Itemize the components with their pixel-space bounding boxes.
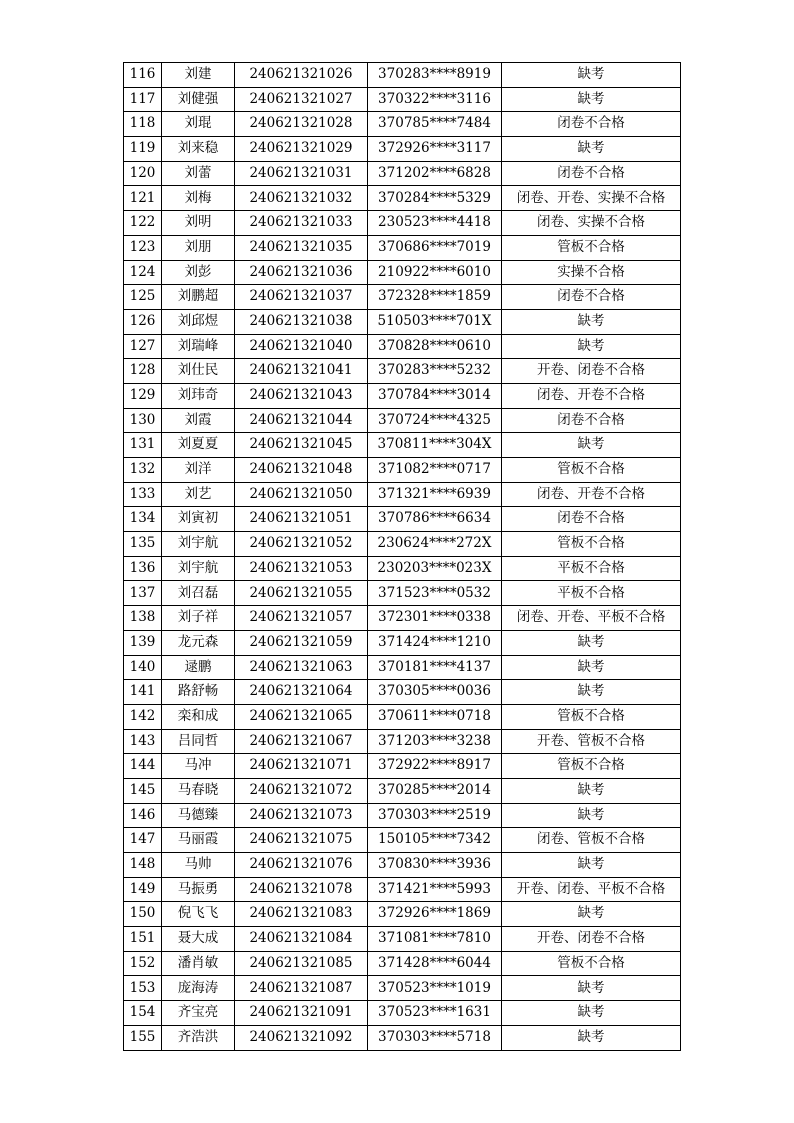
- row-number: 121: [124, 186, 162, 211]
- row-number: 131: [124, 433, 162, 458]
- exam-id: 240621321027: [235, 87, 368, 112]
- result-status: 缺考: [502, 334, 681, 359]
- exam-id: 240621321053: [235, 556, 368, 581]
- row-number: 132: [124, 458, 162, 483]
- candidate-name: 刘健强: [162, 87, 235, 112]
- result-status: 开卷、闭卷不合格: [502, 359, 681, 384]
- table-row: [124, 704, 681, 729]
- row-number: 135: [124, 532, 162, 557]
- candidate-name: 刘瑞峰: [162, 334, 235, 359]
- id-card-number: 371421****5993: [368, 877, 502, 902]
- id-card-number: 370785****7484: [368, 112, 502, 137]
- result-status: 缺考: [502, 63, 681, 88]
- candidate-name: 刘邱煜: [162, 309, 235, 334]
- id-card-number: 372328****1859: [368, 285, 502, 310]
- table-row: [124, 137, 681, 162]
- exam-id: 240621321029: [235, 137, 368, 162]
- id-card-number: 372926****3117: [368, 137, 502, 162]
- table-row: [124, 532, 681, 557]
- row-number: 152: [124, 951, 162, 976]
- result-status: 管板不合格: [502, 951, 681, 976]
- candidate-name: 齐宝亮: [162, 1001, 235, 1026]
- table-row: [124, 63, 681, 88]
- table-row: [124, 630, 681, 655]
- table-row: [124, 408, 681, 433]
- id-card-number: 370724****4325: [368, 408, 502, 433]
- result-status: 闭卷、开卷不合格: [502, 482, 681, 507]
- exam-id: 240621321032: [235, 186, 368, 211]
- result-status: 闭卷不合格: [502, 408, 681, 433]
- id-card-number: 230203****023X: [368, 556, 502, 581]
- exam-id: 240621321031: [235, 161, 368, 186]
- result-status: 闭卷不合格: [502, 285, 681, 310]
- id-card-number: 371202****6828: [368, 161, 502, 186]
- id-card-number: 371321****6939: [368, 482, 502, 507]
- row-number: 133: [124, 482, 162, 507]
- id-card-number: 370686****7019: [368, 235, 502, 260]
- table-row: [124, 285, 681, 310]
- candidate-name: 刘洋: [162, 458, 235, 483]
- id-card-number: 370523****1631: [368, 1001, 502, 1026]
- table-row: [124, 309, 681, 334]
- result-status: 闭卷、开卷、实操不合格: [502, 186, 681, 211]
- result-status: 闭卷、开卷、平板不合格: [502, 606, 681, 631]
- results-table-body: [124, 63, 681, 1051]
- row-number: 148: [124, 853, 162, 878]
- table-row: [124, 729, 681, 754]
- result-status: 缺考: [502, 309, 681, 334]
- row-number: 143: [124, 729, 162, 754]
- result-status: 开卷、管板不合格: [502, 729, 681, 754]
- row-number: 150: [124, 902, 162, 927]
- id-card-number: 371082****0717: [368, 458, 502, 483]
- table-row: [124, 112, 681, 137]
- candidate-name: 刘仕民: [162, 359, 235, 384]
- table-row: [124, 951, 681, 976]
- row-number: 145: [124, 778, 162, 803]
- candidate-name: 刘明: [162, 211, 235, 236]
- candidate-name: 刘来稳: [162, 137, 235, 162]
- result-status: 平板不合格: [502, 556, 681, 581]
- id-card-number: 372922****8917: [368, 754, 502, 779]
- candidate-name: 刘召磊: [162, 581, 235, 606]
- table-row: [124, 877, 681, 902]
- result-status: 缺考: [502, 87, 681, 112]
- row-number: 126: [124, 309, 162, 334]
- table-row: [124, 754, 681, 779]
- id-card-number: 370830****3936: [368, 853, 502, 878]
- exam-id: 240621321085: [235, 951, 368, 976]
- candidate-name: 刘寅初: [162, 507, 235, 532]
- result-status: 缺考: [502, 1001, 681, 1026]
- result-status: 缺考: [502, 1025, 681, 1050]
- id-card-number: 370611****0718: [368, 704, 502, 729]
- candidate-name: 刘子祥: [162, 606, 235, 631]
- row-number: 154: [124, 1001, 162, 1026]
- row-number: 139: [124, 630, 162, 655]
- exam-id: 240621321065: [235, 704, 368, 729]
- row-number: 140: [124, 655, 162, 680]
- row-number: 153: [124, 976, 162, 1001]
- candidate-name: 栾和成: [162, 704, 235, 729]
- result-status: 平板不合格: [502, 581, 681, 606]
- row-number: 155: [124, 1025, 162, 1050]
- id-card-number: 370784****3014: [368, 383, 502, 408]
- row-number: 119: [124, 137, 162, 162]
- exam-id: 240621321051: [235, 507, 368, 532]
- result-status: 缺考: [502, 853, 681, 878]
- id-card-number: 150105****7342: [368, 828, 502, 853]
- table-row: [124, 334, 681, 359]
- candidate-name: 刘鹏超: [162, 285, 235, 310]
- exam-id: 240621321075: [235, 828, 368, 853]
- candidate-name: 刘宇航: [162, 532, 235, 557]
- id-card-number: 372926****1869: [368, 902, 502, 927]
- candidate-name: 倪飞飞: [162, 902, 235, 927]
- candidate-name: 马春晓: [162, 778, 235, 803]
- row-number: 117: [124, 87, 162, 112]
- candidate-name: 吕同哲: [162, 729, 235, 754]
- table-row: [124, 778, 681, 803]
- row-number: 118: [124, 112, 162, 137]
- exam-id: 240621321041: [235, 359, 368, 384]
- row-number: 120: [124, 161, 162, 186]
- table-row: [124, 556, 681, 581]
- candidate-name: 刘宇航: [162, 556, 235, 581]
- exam-id: 240621321091: [235, 1001, 368, 1026]
- row-number: 134: [124, 507, 162, 532]
- table-row: [124, 383, 681, 408]
- result-status: 闭卷、实操不合格: [502, 211, 681, 236]
- result-status: 缺考: [502, 902, 681, 927]
- table-row: [124, 1025, 681, 1050]
- exam-id: 240621321045: [235, 433, 368, 458]
- id-card-number: 370523****1019: [368, 976, 502, 1001]
- table-row: [124, 507, 681, 532]
- candidate-name: 马冲: [162, 754, 235, 779]
- table-row: [124, 853, 681, 878]
- id-card-number: 230624****272X: [368, 532, 502, 557]
- result-status: 管板不合格: [502, 532, 681, 557]
- id-card-number: 370303****5718: [368, 1025, 502, 1050]
- row-number: 128: [124, 359, 162, 384]
- id-card-number: 370285****2014: [368, 778, 502, 803]
- table-row: [124, 87, 681, 112]
- table-row: [124, 260, 681, 285]
- candidate-name: 刘夏夏: [162, 433, 235, 458]
- table-row: [124, 927, 681, 952]
- id-card-number: 371081****7810: [368, 927, 502, 952]
- exam-id: 240621321073: [235, 803, 368, 828]
- table-row: [124, 458, 681, 483]
- candidate-name: 潘肖敏: [162, 951, 235, 976]
- candidate-name: 马德臻: [162, 803, 235, 828]
- candidate-name: 马丽霞: [162, 828, 235, 853]
- candidate-name: 路舒畅: [162, 680, 235, 705]
- candidate-name: 龙元森: [162, 630, 235, 655]
- result-status: 实操不合格: [502, 260, 681, 285]
- exam-id: 240621321059: [235, 630, 368, 655]
- table-row: [124, 680, 681, 705]
- candidate-name: 刘玮奇: [162, 383, 235, 408]
- id-card-number: 370303****2519: [368, 803, 502, 828]
- exam-id: 240621321028: [235, 112, 368, 137]
- table-row: [124, 186, 681, 211]
- exam-id: 240621321044: [235, 408, 368, 433]
- candidate-name: 马帅: [162, 853, 235, 878]
- result-status: 缺考: [502, 433, 681, 458]
- result-status: 缺考: [502, 803, 681, 828]
- id-card-number: 370786****6634: [368, 507, 502, 532]
- result-status: 闭卷不合格: [502, 507, 681, 532]
- id-card-number: 371203****3238: [368, 729, 502, 754]
- row-number: 142: [124, 704, 162, 729]
- row-number: 130: [124, 408, 162, 433]
- candidate-name: 刘蕾: [162, 161, 235, 186]
- exam-id: 240621321035: [235, 235, 368, 260]
- exam-id: 240621321055: [235, 581, 368, 606]
- exam-id: 240621321050: [235, 482, 368, 507]
- result-status: 开卷、闭卷不合格: [502, 927, 681, 952]
- candidate-name: 刘建: [162, 63, 235, 88]
- row-number: 141: [124, 680, 162, 705]
- exam-id: 240621321036: [235, 260, 368, 285]
- result-status: 管板不合格: [502, 704, 681, 729]
- row-number: 136: [124, 556, 162, 581]
- row-number: 127: [124, 334, 162, 359]
- row-number: 124: [124, 260, 162, 285]
- id-card-number: 370305****0036: [368, 680, 502, 705]
- result-status: 缺考: [502, 976, 681, 1001]
- table-row: [124, 581, 681, 606]
- table-row: [124, 606, 681, 631]
- id-card-number: 372301****0338: [368, 606, 502, 631]
- result-status: 闭卷不合格: [502, 161, 681, 186]
- row-number: 129: [124, 383, 162, 408]
- id-card-number: 370283****8919: [368, 63, 502, 88]
- exam-id: 240621321052: [235, 532, 368, 557]
- table-row: [124, 211, 681, 236]
- exam-id: 240621321076: [235, 853, 368, 878]
- exam-id: 240621321092: [235, 1025, 368, 1050]
- result-status: 缺考: [502, 680, 681, 705]
- id-card-number: 370322****3116: [368, 87, 502, 112]
- exam-id: 240621321026: [235, 63, 368, 88]
- id-card-number: 371428****6044: [368, 951, 502, 976]
- candidate-name: 马振勇: [162, 877, 235, 902]
- exam-id: 240621321048: [235, 458, 368, 483]
- result-status: 管板不合格: [502, 754, 681, 779]
- exam-id: 240621321084: [235, 927, 368, 952]
- exam-id: 240621321078: [235, 877, 368, 902]
- table-row: [124, 828, 681, 853]
- id-card-number: 230523****4418: [368, 211, 502, 236]
- candidate-name: 刘艺: [162, 482, 235, 507]
- row-number: 138: [124, 606, 162, 631]
- table-row: [124, 655, 681, 680]
- candidate-name: 刘朋: [162, 235, 235, 260]
- results-table: [123, 62, 681, 1051]
- candidate-name: 庞海涛: [162, 976, 235, 1001]
- table-row: [124, 902, 681, 927]
- exam-id: 240621321037: [235, 285, 368, 310]
- exam-id: 240621321033: [235, 211, 368, 236]
- row-number: 144: [124, 754, 162, 779]
- id-card-number: 370283****5232: [368, 359, 502, 384]
- id-card-number: 370284****5329: [368, 186, 502, 211]
- exam-id: 240621321064: [235, 680, 368, 705]
- candidate-name: 逯鹏: [162, 655, 235, 680]
- id-card-number: 370828****0610: [368, 334, 502, 359]
- row-number: 123: [124, 235, 162, 260]
- result-status: 缺考: [502, 655, 681, 680]
- result-status: 缺考: [502, 630, 681, 655]
- exam-id: 240621321071: [235, 754, 368, 779]
- candidate-name: 聂大成: [162, 927, 235, 952]
- table-row: [124, 1001, 681, 1026]
- result-status: 闭卷、开卷不合格: [502, 383, 681, 408]
- row-number: 149: [124, 877, 162, 902]
- exam-id: 240621321083: [235, 902, 368, 927]
- id-card-number: 370181****4137: [368, 655, 502, 680]
- result-status: 管板不合格: [502, 458, 681, 483]
- candidate-name: 刘霞: [162, 408, 235, 433]
- exam-id: 240621321067: [235, 729, 368, 754]
- table-row: [124, 359, 681, 384]
- exam-id: 240621321072: [235, 778, 368, 803]
- result-status: 开卷、闭卷、平板不合格: [502, 877, 681, 902]
- id-card-number: 371523****0532: [368, 581, 502, 606]
- exam-id: 240621321043: [235, 383, 368, 408]
- row-number: 147: [124, 828, 162, 853]
- exam-id: 240621321063: [235, 655, 368, 680]
- table-row: [124, 482, 681, 507]
- id-card-number: 371424****1210: [368, 630, 502, 655]
- id-card-number: 370811****304X: [368, 433, 502, 458]
- candidate-name: 刘彭: [162, 260, 235, 285]
- result-status: 缺考: [502, 778, 681, 803]
- exam-id: 240621321038: [235, 309, 368, 334]
- row-number: 137: [124, 581, 162, 606]
- id-card-number: 210922****6010: [368, 260, 502, 285]
- exam-id: 240621321040: [235, 334, 368, 359]
- row-number: 151: [124, 927, 162, 952]
- table-row: [124, 433, 681, 458]
- table-row: [124, 235, 681, 260]
- row-number: 146: [124, 803, 162, 828]
- candidate-name: 齐浩洪: [162, 1025, 235, 1050]
- table-row: [124, 976, 681, 1001]
- row-number: 125: [124, 285, 162, 310]
- candidate-name: 刘琨: [162, 112, 235, 137]
- result-status: 闭卷不合格: [502, 112, 681, 137]
- exam-id: 240621321087: [235, 976, 368, 1001]
- result-status: 管板不合格: [502, 235, 681, 260]
- result-status: 闭卷、管板不合格: [502, 828, 681, 853]
- row-number: 116: [124, 63, 162, 88]
- id-card-number: 510503****701X: [368, 309, 502, 334]
- candidate-name: 刘梅: [162, 186, 235, 211]
- table-row: [124, 803, 681, 828]
- row-number: 122: [124, 211, 162, 236]
- result-status: 缺考: [502, 137, 681, 162]
- table-row: [124, 161, 681, 186]
- exam-id: 240621321057: [235, 606, 368, 631]
